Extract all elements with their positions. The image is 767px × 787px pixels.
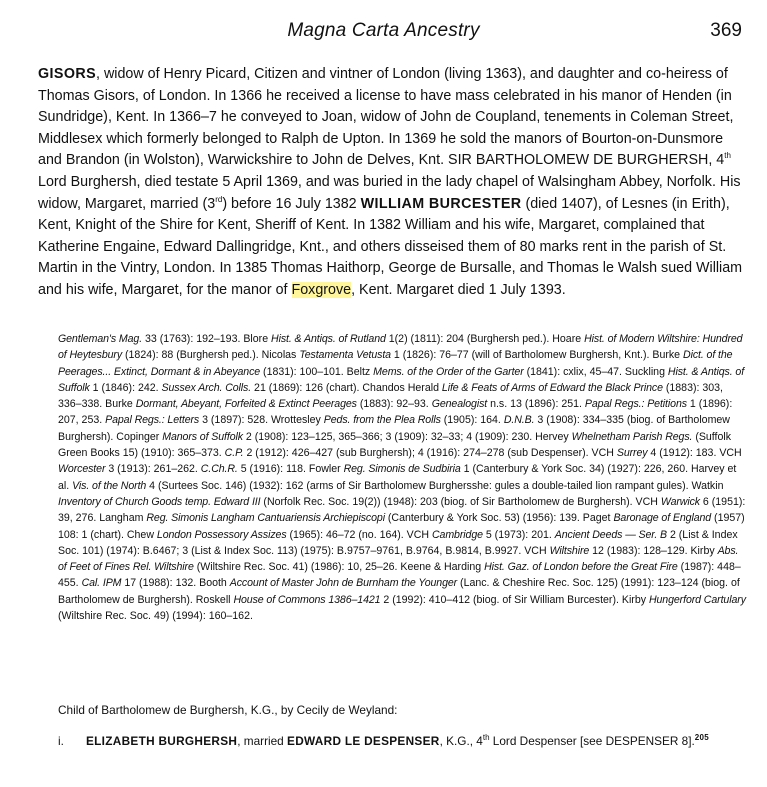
source-text: 2 (List & Index Soc. 101) (1974): B.6467; 3 (List & Index Soc. 113) (1975): B.9757–9761, B.9764, B.9814, B.9927. VCH — [58, 528, 738, 557]
source-text: n.s. 13 (1896): 251. — [487, 398, 585, 411]
source-title: Ancient Deeds — Ser. B — [554, 528, 667, 541]
source-text: (1824): 88 (Burghersh ped.). Nicolas — [122, 349, 300, 362]
source-text: (1883): 303, 336–338. Burke — [58, 381, 723, 411]
source-title: Sussex Arch. Colls. — [161, 381, 252, 394]
superscript: rd — [215, 194, 223, 204]
source-title: Cambridge — [431, 528, 483, 541]
source-text: 3 (1913): 261–262. — [105, 463, 201, 476]
source-text: 4 (1912): 183. VCH — [647, 447, 742, 460]
source-text: (1831): 100–101. Beltz — [260, 365, 374, 378]
source-text: 4 (Surtees Soc. 146) (1932): 162 (arms of Sir Bartholomew Burghersshe: gules a double-tailed lion rampant gules). Watkin — [146, 479, 724, 492]
highlighted-term: Foxgrove — [291, 281, 352, 298]
source-text: (1957) 108: 1 (chart). Chew — [58, 512, 745, 541]
source-title: Wiltshire — [549, 544, 590, 557]
child-entry — [86, 733, 748, 750]
source-text: (Wiltshire Rec. Soc. 41) (1986): 10, 25–26. Keene & Harding — [193, 561, 485, 574]
source-title: Whelnetham Parish Regs. — [571, 430, 693, 443]
text-segment: ) before 16 July 1382 — [222, 195, 361, 212]
source-text: (1841): cxlix, 45–47. Suckling — [523, 365, 668, 378]
source-text: (Lanc. & Cheshire Rec. Soc. 125) (1991): 123–124 (biog. of Bartholomew de Burghersh). Roskell — [58, 577, 740, 606]
source-title: Account of Master John de Burnham the Younger — [229, 577, 458, 590]
source-title: Hungerford Cartulary — [648, 593, 746, 606]
page-number: 369 — [710, 20, 742, 41]
spouse-name: EDWARD LE DESPENSER — [287, 734, 440, 748]
source-text: 3 (1897): 528. Wrottesley — [199, 414, 324, 427]
source-title: Surrey — [616, 447, 648, 460]
source-text: 2 (1908): 123–125, 365–366; 3 (1909): 32–33; 4 (1909): 230. Hervey — [242, 430, 572, 443]
source-title: Worcester — [58, 463, 106, 476]
text-segment: Lord Despenser [see DESPENSER 8]. — [489, 734, 695, 748]
source-text: 33 (1763): 192–193. Blore — [142, 333, 272, 345]
source-text: 1 (1896): 207, 253. — [58, 398, 733, 427]
source-text: 2 (1992): 410–412 (biog. of Sir William Burcester). Kirby — [380, 593, 649, 606]
source-text: 1 (Canterbury & York Soc. 34) (1927): 226, 260. Harvey et al. — [58, 463, 737, 492]
source-title: Warwick — [660, 495, 700, 508]
child-number: i. — [58, 734, 64, 748]
source-text: 21 (1869): 126 (chart). Chandos Herald — [251, 381, 442, 394]
children-intro: Child of Bartholomew de Burghersh, K.G., by Cecily de Weyland: — [58, 703, 398, 717]
source-text: (1987): 448–455. — [58, 561, 741, 590]
child-name: ELIZABETH BURGHERSH — [86, 734, 238, 748]
source-title: Inventory of Church Goods temp. Edward III — [58, 495, 261, 508]
lead-name: GISORS — [38, 66, 97, 82]
source-title: Baronage of England — [613, 512, 712, 525]
source-text: (1965): 46–72 (no. 164). VCH — [286, 528, 432, 541]
source-text: 17 (1988): 132. Booth — [121, 577, 230, 590]
source-text: 2 (1912): 426–427 (sub Burghersh); 4 (1916): 274–278 (sub Despenser). VCH — [243, 447, 617, 460]
source-title: Dormant, Abeyant, Forfeited & Extinct Peerages — [135, 398, 357, 411]
source-title: Reg. Simonis Langham Cantuariensis Archiepiscopi — [146, 512, 385, 525]
main-paragraph — [38, 64, 750, 302]
source-text: (Wiltshire Rec. Soc. 49) (1994): 160–162. — [58, 610, 253, 623]
source-text: (Norfolk Rec. Soc. 19(2)) (1948): 203 (biog. of Sir Bartholomew de Burghersh). VCH — [260, 495, 661, 508]
source-text: 5 (1973): 201. — [482, 528, 555, 541]
source-title: Hist. of Modern Wiltshire: Hundred of Heytesbury — [58, 333, 743, 362]
source-title: Cal. IPM — [81, 577, 122, 590]
source-title: Manors of Suffolk — [162, 430, 243, 443]
source-text: 1 (1846): 242. — [89, 381, 162, 394]
text-segment: , Kent. Margaret died 1 July 1393. — [351, 281, 566, 298]
source-text: 5 (1916): 118. Fowler — [237, 463, 344, 476]
source-title: Gentleman's Mag. — [58, 333, 143, 345]
text-segment: , married — [237, 734, 288, 748]
source-title: House of Commons 1386–1421 — [233, 593, 381, 606]
husband-name: WILLIAM BURCESTER — [360, 195, 522, 212]
superscript: th — [724, 151, 731, 161]
source-title: Dict. of the Peerages... Extinct, Dormant & in Abeyance — [58, 349, 733, 378]
source-text: (1905): 164. — [440, 414, 504, 427]
text-segment: (died 1407), of Lesnes (in Erith), Kent, Knight of the Shire for Kent, Sheriff of Kent. In 1382 William and his wife, Margaret, complained that Katherine Engaine, Edward Dallingridge, Knt., and others disseised them of 80 marks rent in the parish of St. Martin in the Vintry, London. In 1385 Thomas Haithorp, George de Bursalle, and Thomas le Walsh sued William and his wife, Margaret, for the manor of — [38, 195, 743, 298]
source-title: D.N.B. — [503, 414, 535, 427]
source-title: Papal Regs.: Letters — [105, 414, 200, 427]
source-title: C.P. — [224, 447, 244, 460]
superscript: th — [482, 733, 490, 743]
source-title: Reg. Simonis de Sudbiria — [343, 463, 461, 476]
source-title: London Possessory Assizes — [156, 528, 287, 541]
source-title: Hist. & Antiqs. of Suffolk — [58, 365, 745, 394]
source-title: Testamenta Vetusta — [299, 349, 391, 362]
source-text: (Suffolk Green Books 15) (1910): 365–373. — [58, 430, 732, 460]
source-text: 12 (1983): 128–129. Kirby — [589, 544, 718, 557]
source-title: Genealogist — [431, 398, 488, 411]
source-text: (1883): 92–93. — [356, 398, 432, 411]
source-title: Life & Feats of Arms of Edward the Black Prince — [441, 381, 663, 394]
source-title: Mems. of the Order of the Garter — [373, 365, 524, 378]
sources-paragraph — [58, 331, 748, 624]
source-title: Peds. from the Plea Rolls — [323, 414, 441, 427]
source-title: Hist. Gaz. of London before the Great Fire — [484, 561, 678, 574]
source-title: Hist. & Antiqs. of Rutland — [271, 333, 386, 345]
source-text: 1(2) (1811): 204 (Burghersh ped.). Hoare — [385, 333, 585, 345]
text-segment: , widow of Henry Picard, Citizen and vintner of London (living 1363), and daughter and co-heiress of Thomas Gisors, of London. In 1366 he received a license to have mass celebrated in his manor of Henden (in Sundridge), Kent. In 1366–7 he conveyed to Joan, widow of John de Coupland, tenements in Coleman Street, Middlesex which formerly belonged to Ralph de Upton. In 1369 he sold the manors of Bourton-on-Dunsmore and Brandon (in Wolston), Warwickshire to John de Delves, Knt. SIR BARTHOLOMEW DE BURGHERSH, 4 — [38, 66, 734, 169]
source-text: 3 (1908): 334–335 (biog. of Bartholomew Burghersh). Copinger — [58, 414, 730, 443]
footnote-ref: 205 — [694, 733, 709, 743]
text-segment: Lord Burghersh, died testate 5 April 1369, and was buried in the lady chapel of Walsingham Abbey, Norfolk. His widow, Margaret, married (3 — [38, 173, 741, 212]
source-title: C.Ch.R. — [200, 463, 238, 476]
source-title: Papal Regs.: Petitions — [584, 398, 687, 411]
source-text: (Canterbury & York Soc. 53) (1956): 139. Paget — [384, 512, 614, 525]
source-title: Abs. of Feet of Fines Rel. Wiltshire — [58, 544, 739, 574]
book-title: Magna Carta Ancestry — [287, 20, 480, 41]
running-head — [0, 20, 767, 46]
source-text: 6 (1951): 39, 276. Langham — [58, 495, 746, 525]
source-text: 1 (1826): 76–77 (will of Bartholomew Burghersh, Knt.). Burke — [390, 349, 684, 362]
source-title: Vis. of the North — [72, 479, 147, 492]
text-segment: , K.G., 4 — [439, 734, 483, 748]
